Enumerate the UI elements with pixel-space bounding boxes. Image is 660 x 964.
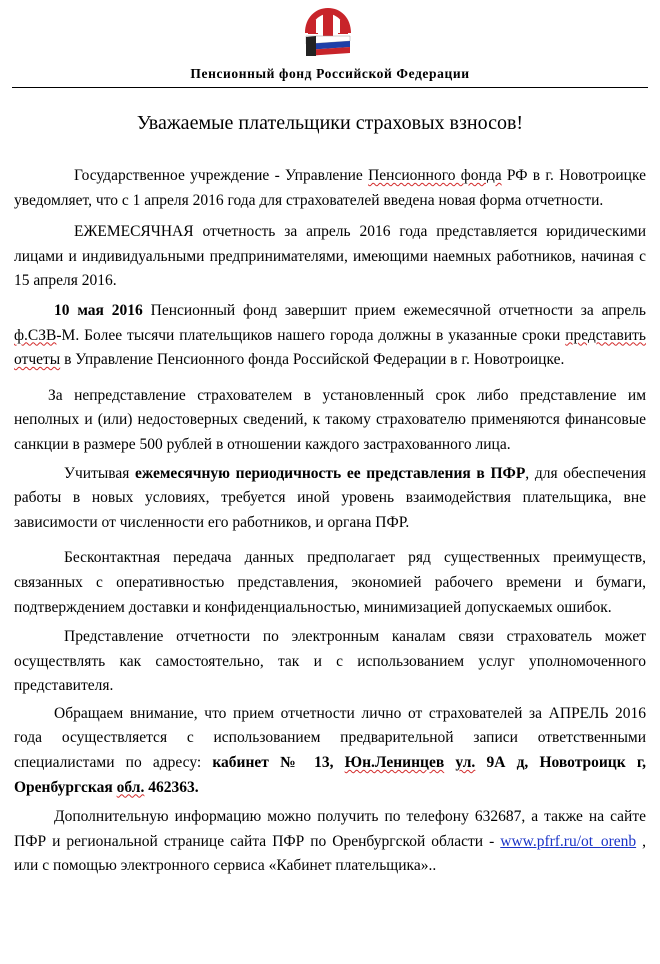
- spellcheck-word: ф.СЗВ: [14, 326, 57, 344]
- address-bold: кабинет № 13,: [212, 754, 345, 772]
- paragraph-electronic: [14, 625, 646, 699]
- text-span: Пенсионный фонд завершит прием ежемесячной отчетности за апрель: [142, 301, 646, 319]
- paragraph-periodicity: [14, 462, 646, 536]
- organization-name: Пенсионный фонд Российской Федерации: [190, 66, 470, 81]
- text-span: в Управление Пенсионного фонда Российской Федерации в г. Новотроицке.: [60, 351, 565, 369]
- text-span: Дополнительную информацию можно получить по телефону 632687, а также на сайте ПФР и региональной странице сайта ПФР по Оренбургской области -: [14, 808, 646, 850]
- address-bold: [444, 754, 455, 771]
- website-link[interactable]: www.pfrf.ru/ot_orenb: [500, 832, 637, 850]
- paragraph-monthly-report: [14, 220, 646, 294]
- paragraph-sanctions: [14, 384, 646, 458]
- text-span: Государственное учреждение - Управление: [74, 167, 369, 184]
- deadline-date: 10 мая 2016: [54, 301, 143, 319]
- paragraph-deadline: [14, 299, 646, 373]
- bold-phrase: ежемесячную периодичность ее представления в ПФР: [135, 464, 526, 482]
- paragraph-intro: [14, 164, 646, 213]
- text-span: , или с помощью электронного сервиса «Кабинет плательщика»..: [14, 832, 647, 875]
- paragraph-contacts: [14, 805, 646, 879]
- text-span: Учитывая: [64, 464, 136, 482]
- text-span: Представление отчетности по электронным каналам связи страхователь может осуществлять как самостоятельно, так и с использованием услуг уполномоченного представителя.: [14, 628, 646, 695]
- spellcheck-word: ул.: [455, 754, 476, 772]
- paragraph-address: [14, 702, 646, 800]
- text-span: РФ в г. Новотроицке уведомляет, что с 1 апреля 2016 года для страхователей введена новая форма отчетности.: [14, 167, 646, 209]
- address-bold: 9А д, Новотроицк г, Оренбургская: [14, 754, 646, 796]
- text-span: , для обеспечения работы в новых условиях, требуется иной уровень взаимодействия плательщика, вне зависимости от численности его работников, и органа ПФР.: [14, 464, 646, 531]
- letter-body: [14, 164, 646, 879]
- pfr-emblem-icon: [302, 6, 354, 58]
- spellcheck-word: обл.: [116, 778, 145, 796]
- spellcheck-word: Пенсионного фонда: [368, 167, 502, 184]
- text-span: ЕЖЕМЕСЯЧНАЯ отчетность за апрель 2016 года представляется юридическими лицами и индивидуальными предпринимателями, имеющими наемных работников, начиная с 15 апреля 2016.: [14, 223, 646, 290]
- header-divider: [12, 87, 648, 88]
- text-span: За непредставление страхователем в установленный срок либо представление им неполных и (или) недостоверных сведений, к такому страхователю применяются финансовые санкции в размере 500 рублей в отношении каждого застрахованного лица.: [14, 386, 646, 453]
- paragraph-contactless: [14, 546, 646, 620]
- text-span: Обращаем внимание, что прием отчетности лично от страхователей за АПРЕЛЬ 2016 года осуществляется с использованием предварительной записи ответственными специалистами по адресу:: [14, 704, 646, 772]
- page-title: Уважаемые плательщики страховых взносов!: [136, 112, 524, 134]
- text-span: -М. Более тысячи плательщиков нашего города должны в указанные сроки: [56, 326, 566, 344]
- spellcheck-word: Юн.Ленинцев: [344, 754, 445, 772]
- address-bold: 462363.: [144, 778, 199, 796]
- spellcheck-word: отчеты: [14, 351, 61, 369]
- text-span: Бесконтактная передача данных предполагает ряд существенных преимуществ, связанных с оперативностью представления, экономией рабочего времени и бумаги, подтверждением доставки и конфиденциальностью, минимизацией допускаемых ошибок.: [14, 549, 646, 616]
- spellcheck-word: представить: [565, 326, 646, 344]
